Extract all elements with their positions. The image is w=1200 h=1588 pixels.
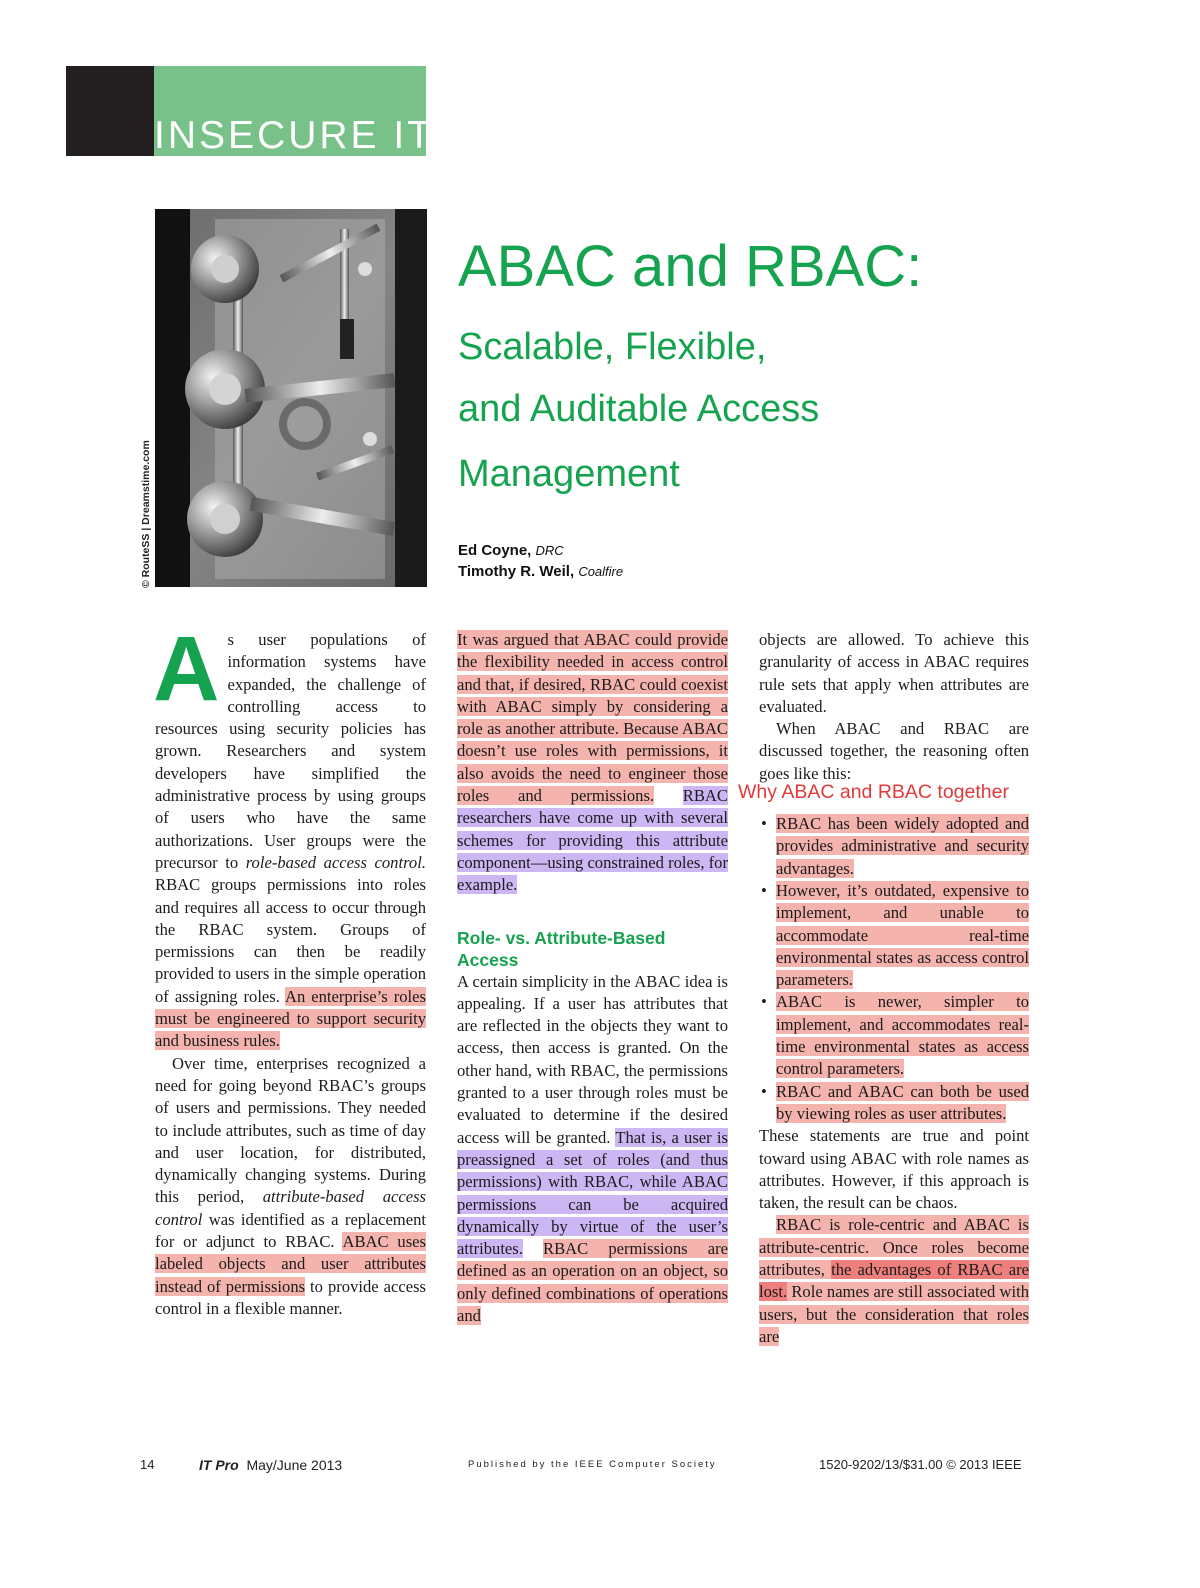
section-label: INSECURE IT <box>154 114 435 157</box>
author-name: Timothy R. Weil, <box>458 563 575 580</box>
text-run: A certain simplicity in the ABAC idea is appealing. If a user has attributes that are reflected in the objects they want to access, then access is granted. On the other hand, with RBAC, the permissions granted to a user through roles must be evaluated to determine if the desired access will be granted. <box>457 971 728 1147</box>
text-run: was identified as a replacement for or adjunct to RBAC. <box>155 1209 426 1252</box>
highlight-red[interactable]: However, it’s outdated, expensive to implement, and unable to accommodate real-time environmental states as access control parameters. <box>776 880 1029 990</box>
paragraph: objects are allowed. To achieve this granularity of access in ABAC requires rule sets that apply when attributes are evaluated. <box>759 630 1029 716</box>
highlight-purple[interactable]: RBAC researchers have come up with several schemes for providing this attribute component—using constrained roles, for example. <box>457 786 728 895</box>
article-subtitle-line: Management <box>458 453 680 495</box>
highlight-dark-red[interactable]: the advantages of RBAC are lost. <box>759 1260 1030 1302</box>
author-affiliation: Coalfire <box>578 564 624 579</box>
text-run: s user populations of information systems have expanded, the challenge of controlling access to resources using security policies has grown. Researchers and system developers have simplified the administrative process by using groups of users who have the same authorizations. User groups were the precursor to <box>155 630 426 872</box>
highlight-purple[interactable]: That is, a user is preassigned a set of roles (and thus permissions) with RBAC, while ABAC permissions can be acquired dynamically by virtue of the user’s attributes. <box>457 1127 728 1259</box>
body-column-3 <box>759 629 1029 1348</box>
bullet-item <box>759 880 1029 991</box>
bullet-item <box>759 1081 1029 1126</box>
author-line <box>458 563 623 580</box>
paragraph <box>155 1053 426 1321</box>
page-number: 14 <box>140 1457 155 1472</box>
highlight-red[interactable]: RBAC is role-centric and ABAC is attribute-centric. Once roles become attributes, <box>759 1215 1029 1280</box>
magazine-issue <box>199 1457 342 1473</box>
author-line <box>458 542 564 559</box>
text-run: RBAC groups permissions into roles and requires all access to occur through the RBAC system. Groups of permissions can then be readily provided to users in the simple operation of assigning roles. <box>155 875 426 1006</box>
highlight-red[interactable]: It was argued that ABAC could provide the flexibility needed in access control and that, if desired, RBAC could coexist with ABAC simply by considering a role as another attribute. Because ABAC doesn’t use roles with permissions, it also avoids the need to engineer those roles and permissions. <box>457 630 728 806</box>
text-run: to provide access control in a flexible manner. <box>155 1276 426 1318</box>
bullet-item <box>759 813 1029 880</box>
highlight-red[interactable]: RBAC permissions are defined as an operation on an object, so only defined combinations of operations and <box>457 1239 728 1326</box>
text-run: attribute-based access control <box>155 1187 426 1229</box>
highlight-red[interactable]: RBAC and ABAC can both be used by viewing roles as user attributes. <box>776 1081 1029 1123</box>
header-black-block <box>66 66 154 156</box>
photo-credit: © RouteSS | Dreamstime.com <box>140 440 152 588</box>
bullet-item <box>759 991 1029 1080</box>
margin-annotation[interactable]: Why ABAC and RBAC together <box>738 781 1009 803</box>
text-run: Over time, enterprises recognized a need for going beyond RBAC’s groups of users and permissions. They needed to include attributes, such as time of day and user location, for distributed, dynamically changing systems. During this period, <box>155 1053 426 1207</box>
body-column-1 <box>153 618 426 1320</box>
article-title: ABAC and RBAC: <box>458 234 923 299</box>
body-column-2 <box>457 629 728 1327</box>
highlight-red[interactable]: ABAC is newer, simpler to implement, and accommodates real-time environmental states as access control parameters. <box>776 992 1029 1079</box>
paragraph: When ABAC and RBAC are discussed together, the reasoning often goes like this: <box>759 719 1029 783</box>
paragraph <box>457 971 728 1328</box>
article-subtitle-line: Scalable, Flexible, <box>458 326 767 368</box>
publisher-line: Published by the IEEE Computer Society <box>468 1459 717 1470</box>
section-heading: Role- vs. Attribute-Based Access <box>457 927 666 970</box>
article-subtitle-line: and Auditable Access <box>458 388 820 430</box>
issue-date: May/June 2013 <box>246 1457 343 1473</box>
highlight-red[interactable]: RBAC has been widely adopted and provides administrative and security advantages. <box>776 814 1029 878</box>
paragraph <box>457 629 728 897</box>
text-run: role-based access control. <box>245 852 426 872</box>
magazine-name: IT Pro <box>199 1457 239 1473</box>
vault-door-photo <box>155 209 427 587</box>
issn-line: 1520-9202/13/$31.00 © 2013 IEEE <box>819 1457 1022 1472</box>
highlight-red[interactable]: An enterprise’s roles must be engineered to support security and business rules. <box>155 986 426 1051</box>
highlight-red[interactable]: ABAC uses labeled objects and user attributes instead of permissions <box>155 1232 426 1296</box>
author-affiliation: DRC <box>535 543 564 558</box>
paragraph <box>759 1214 1029 1348</box>
paragraph: These statements are true and point toward using ABAC with role names as attributes. However, if this approach is taken, the result can be chaos. <box>759 1126 1029 1213</box>
author-name: Ed Coyne, <box>458 542 532 559</box>
drop-cap: A <box>153 618 220 720</box>
bullet-list <box>759 813 1029 1125</box>
highlight-red[interactable]: Role names are still associated with users, but the consideration that roles are <box>759 1282 1029 1346</box>
paragraph <box>153 618 426 1053</box>
